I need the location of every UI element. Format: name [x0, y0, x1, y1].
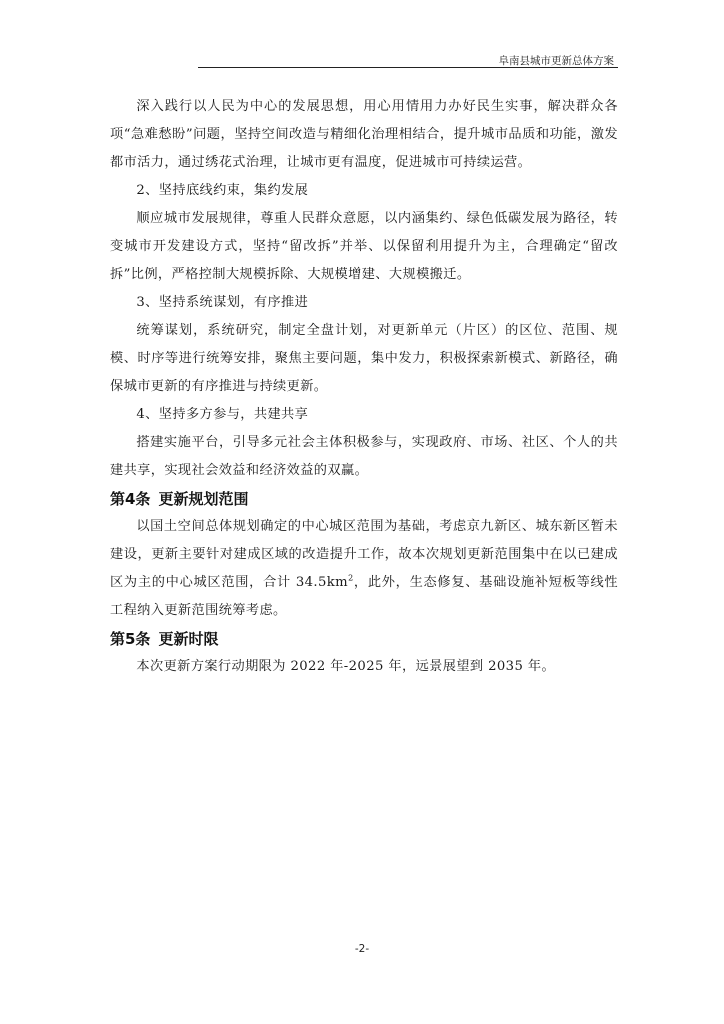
subheading-multi-party: 4、坚持多方参与，共建共享 — [136, 407, 309, 422]
subheading-systematic-planning: 3、坚持系统谋划，有序推进 — [136, 295, 309, 310]
header-rule — [198, 67, 618, 68]
article-4-text-after: ，此外，生态修复、基础设施补短板等线性工程纳入更新范围统筹考虑。 — [110, 575, 618, 618]
paragraph-bottom-line: 顺应城市发展规律，尊重人民群众意愿，以内涵集约、绿色低碳发展为路径，转变城市开发建设方式，坚持“留改拆”并举、以保留利用提升为主，合理确定“留改拆”比例，严格控制大规模拆除、大规模增建、大规模搬迁。 — [110, 211, 618, 282]
article-4-title: 更新规划范围 — [158, 490, 249, 508]
article-5-title: 更新时限 — [158, 630, 219, 648]
paragraph-people-centered: 深入践行以人民为中心的发展思想，用心用情用力办好民生实事，解决群众各项“急难愁盼”问题，坚持空间改造与精细化治理相结合，提升城市品质和功能，激发都市活力，通过绣花式治理，让城市更有温度，促进城市可持续运营。 — [110, 99, 618, 170]
subheading-bottom-line: 2、坚持底线约束，集约发展 — [136, 183, 309, 198]
page-number: -2- — [354, 943, 370, 955]
paragraph-systematic-planning: 统筹谋划，系统研究，制定全盘计划，对更新单元（片区）的区位、范围、规模、时序等进行统筹安排，聚焦主要问题，集中发力，积极探索新模式、新路径，确保城市更新的有序推进与持续更新。 — [110, 323, 618, 394]
article-4-number: 第4条 — [110, 490, 151, 508]
article-5-text: 本次更新方案行动期限为 2022 年-2025 年，远景展望到 2035 年。 — [136, 659, 556, 674]
article-5-number: 第5条 — [110, 630, 151, 648]
running-header-title: 阜南县城市更新总体方案 — [498, 55, 614, 67]
page-content — [110, 93, 618, 681]
article-4-heading — [110, 485, 618, 513]
article-5-heading — [110, 625, 618, 653]
article-4-text — [110, 513, 618, 625]
paragraph-multi-party: 搭建实施平台，引导多元社会主体积极参与，实现政府、市场、社区、个人的共建共享，实现社会效益和经济效益的双赢。 — [110, 435, 618, 478]
article-4-text-before: 以国土空间总体规划确定的中心城区范围为基础，考虑京九新区、城东新区暂未建设，更新主要针对建成区域的改造提升工作，故本次规划更新范围集中在以已建成区为主的中心城区范围，合计 34.5km — [110, 519, 618, 590]
area-unit-superscript: 2 — [348, 573, 354, 583]
